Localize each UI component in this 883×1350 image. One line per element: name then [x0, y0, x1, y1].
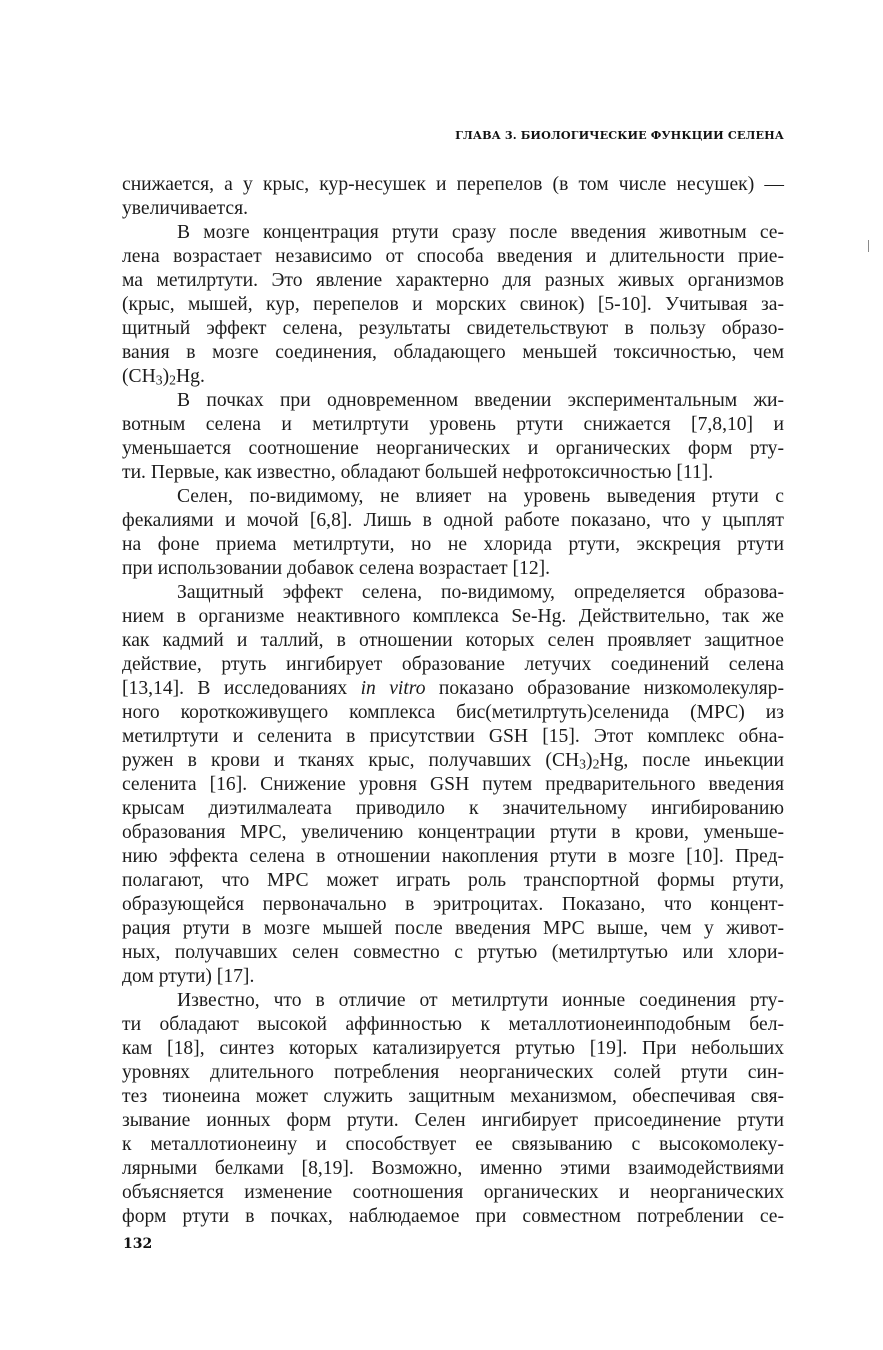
- italic-term: in vitro: [360, 678, 426, 699]
- text-line: лярными белками [8,19]. Возможно, именно этими взаимодействиями: [122, 1158, 784, 1179]
- subscript: 3: [579, 756, 587, 772]
- text-line: нием в организме неактивного комплекса Se-Hg. Действительно, так же: [122, 606, 784, 627]
- formula-text: (CH: [122, 366, 156, 387]
- text-fragment: [13,14]. В исследованиях: [122, 678, 361, 699]
- text-line: Селен, по-видимому, не влияет на уровень выведения ртути с: [177, 486, 784, 507]
- subscript: 2: [169, 372, 176, 388]
- text-line: полагают, что МРС может играть роль транспортной формы ртути,: [122, 870, 784, 891]
- text-line: щитный эффект селена, результаты свидетельствуют в пользу образо-: [122, 318, 784, 339]
- scan-mark: [868, 240, 869, 252]
- text-line: уменьшается соотношение неорганических и органических форм рту-: [122, 438, 784, 459]
- text-fragment: ): [586, 750, 593, 771]
- text-line: рация ртути в мозге мышей после введения МРС выше, чем у живот-: [122, 918, 784, 939]
- text-line: зывание ионных форм ртути. Селен ингибирует присоединение ртути: [122, 1110, 784, 1131]
- text-line: при использовании добавок селена возрастает [12].: [122, 558, 551, 579]
- text-line: метилртути и селенита в присутствии GSH [15]. Этот комплекс обна-: [122, 726, 784, 747]
- text-line: увеличивается.: [122, 198, 249, 219]
- paragraph: [122, 989, 784, 1229]
- text-fragment: показано образование низкомолекуляр-: [425, 678, 784, 699]
- text-line: уровнях длительного потребления неорганических солей ртути син-: [122, 1062, 784, 1083]
- text-line: Защитный эффект селена, по-видимому, определяется образова-: [177, 582, 784, 603]
- formula-text: Hg.: [176, 366, 205, 387]
- text-line: нию эффекта селена в отношении накопления ртути в мозге [10]. Пред-: [122, 846, 784, 867]
- text-fragment: Hg, после иньекции: [599, 750, 784, 771]
- text-line: ти обладают высокой аффинностью к металлотионеинподобным бел-: [122, 1014, 784, 1035]
- text-line: Известно, что в отличие от метилртути ионные соединения рту-: [177, 990, 784, 1011]
- text-line: [122, 365, 784, 389]
- text-fragment: ружен в крови и тканях крыс, получавших (CH: [122, 750, 580, 771]
- text-line: ных, получавших селен совместно с ртутью (метилртутью или хлори-: [122, 942, 784, 963]
- formula-text: ): [162, 366, 170, 387]
- page-number: 132: [123, 1236, 153, 1252]
- text-line: образующейся первоначально в эритроцитах. Показано, что концент-: [122, 894, 784, 915]
- text-line: В мозге концентрация ртути сразу после введения животным се-: [177, 222, 784, 243]
- text-line: крысам диэтилмалеата приводило к значительному ингибированию: [122, 798, 784, 819]
- text-line: В почках при одновременном введении экспериментальным жи-: [177, 390, 784, 411]
- paragraph: [122, 581, 784, 989]
- text-line: селенита [16]. Снижение уровня GSH путем предварительного введения: [122, 774, 784, 795]
- text-line: объясняется изменение соотношения органических и неорганических: [122, 1182, 784, 1203]
- text-line: лена возрастает независимо от способа введения и длительности прие-: [122, 246, 784, 267]
- subscript: 2: [592, 756, 600, 772]
- text-line: снижается, а у крыс, кур-несушек и перепелов (в том числе несушек) —: [122, 174, 784, 195]
- text-line: образования МРС, увеличению концентрации ртути в крови, уменьше-: [122, 822, 784, 843]
- paragraph: [122, 221, 784, 389]
- text-line: вания в мозге соединения, обладающего меньшей токсичностью, чем: [122, 342, 784, 363]
- text-line: форм ртути в почках, наблюдаемое при совместном потреблении се-: [122, 1206, 784, 1227]
- text-line: фекалиями и мочой [6,8]. Лишь в одной работе показано, что у цыплят: [122, 510, 784, 531]
- text-line: кам [18], синтез которых катализируется ртутью [19]. При небольших: [122, 1038, 784, 1059]
- text-line: [122, 677, 784, 701]
- text-line: [122, 749, 784, 773]
- paragraph: [122, 389, 784, 485]
- running-header: ГЛАВА 3. БИОЛОГИЧЕСКИЕ ФУНКЦИИ СЕЛЕНА: [455, 128, 784, 142]
- text-line: действие, ртуть ингибирует образование летучих соединений селена: [122, 654, 784, 675]
- text-line: (крыс, мышей, кур, перепелов и морских свинок) [5-10]. Учитывая за-: [122, 294, 784, 315]
- text-line: ти. Первые, как известно, обладают большей нефротоксичностью [11].: [122, 462, 714, 483]
- text-line: вотным селена и метилртути уровень ртути снижается [7,8,10] и: [122, 414, 784, 435]
- text-line: на фоне приема метилртути, но не хлорида ртути, экскреция ртути: [122, 534, 784, 555]
- text-line: дом ртути) [17].: [122, 966, 255, 987]
- subscript: 3: [155, 372, 163, 388]
- text-line: тез тионеина может служить защитным механизмом, обеспечивая свя-: [122, 1086, 784, 1107]
- body-text: [122, 173, 784, 1229]
- paragraph: [122, 485, 784, 581]
- paragraph: [122, 173, 784, 221]
- text-line: ного короткоживущего комплекса бис(метилртуть)селенида (МРС) из: [122, 702, 784, 723]
- text-line: ма метилртути. Это явление характерно для разных живых организмов: [122, 270, 784, 291]
- text-line: как кадмий и таллий, в отношении которых селен проявляет защитное: [122, 630, 784, 651]
- text-line: к металлотионеину и способствует ее связыванию с высокомолеку-: [122, 1134, 784, 1155]
